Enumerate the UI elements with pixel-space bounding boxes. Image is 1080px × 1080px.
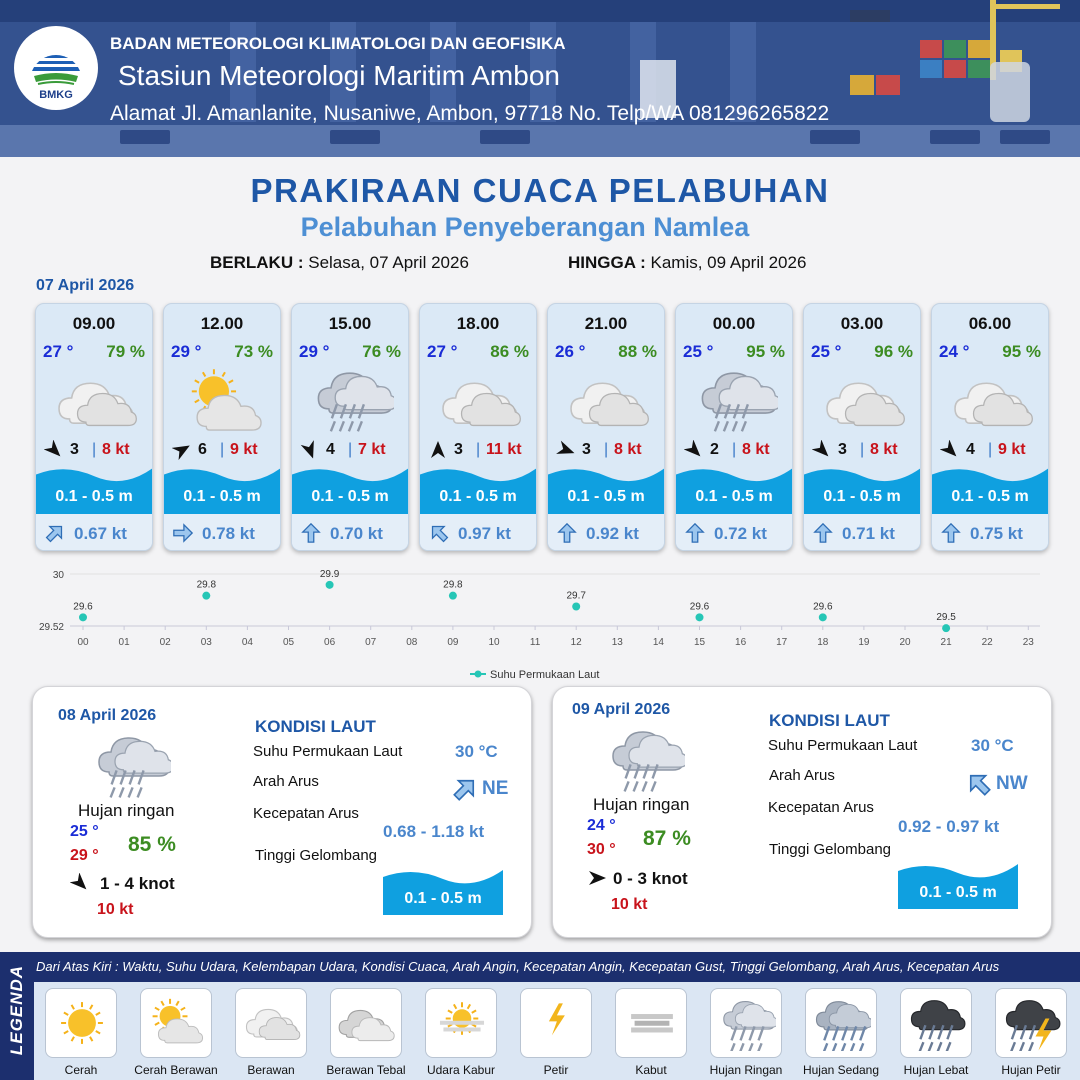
day-panel-08: [32, 686, 532, 938]
current-speed: 0.70 kt: [330, 524, 383, 543]
wind-row: [804, 440, 920, 462]
legend: [0, 952, 1080, 1080]
valid-to-value: Kamis, 09 April 2026: [650, 253, 807, 272]
wind-direction-icon: [587, 868, 609, 890]
berawan-tebal-icon: [338, 995, 396, 1051]
current-speed: 0.75 kt: [970, 524, 1023, 543]
forecast-card: [163, 303, 281, 551]
valid-to-label: HINGGA :: [568, 253, 646, 272]
current-row: [932, 514, 1048, 551]
sst-chart: [0, 560, 1080, 685]
current-direction-icon: [428, 522, 450, 544]
day-panel-09: [552, 686, 1052, 938]
x-tick-label: 13: [611, 637, 623, 648]
air-temperature: 26 °: [555, 342, 586, 361]
header-banner: [0, 0, 1080, 157]
legend-icon-box: [615, 988, 687, 1058]
air-temperature: 27 °: [43, 342, 74, 361]
x-tick-label: 01: [118, 637, 130, 648]
station-address: Alamat Jl. Amanlanite, Nusaniwe, Ambon, 97718 No. Telp/WA 081296265822: [110, 102, 830, 125]
air-temperature: 29 °: [171, 342, 202, 361]
sst-point: [79, 613, 87, 621]
gust-speed: 8 kt: [870, 441, 898, 458]
wind-speed: 3: [454, 441, 463, 458]
x-tick-label: 00: [77, 637, 89, 648]
weather-berawan-icon: [54, 364, 138, 436]
legend-label: Hujan Ringan: [709, 1063, 783, 1077]
x-tick-label: 07: [365, 637, 377, 648]
humidity: 85 %: [128, 833, 176, 856]
wind-speed-range: 0 - 3 knot: [613, 869, 688, 888]
current-row: [676, 514, 792, 551]
wind-row: [36, 440, 152, 462]
current-row: [548, 514, 664, 551]
sst-data-label: 29.8: [443, 579, 463, 591]
sst-point: [449, 592, 457, 600]
sst-data-label: 29.9: [319, 568, 340, 580]
weather-berawan-icon: [438, 364, 522, 436]
weather-berawan-icon: [566, 364, 650, 436]
wave-height: 0.1 - 0.5 m: [311, 488, 389, 505]
wind-row: [548, 440, 664, 462]
wind-separator: |: [860, 441, 865, 458]
wave-height: 0.1 - 0.5 m: [567, 488, 645, 505]
sst-point: [326, 581, 334, 589]
weather-hujan-ringan-icon: [91, 729, 171, 803]
humidity: 79 %: [106, 342, 145, 361]
air-temperature: 27 °: [427, 342, 458, 361]
humidity: 86 %: [490, 342, 529, 361]
x-tick-label: 02: [159, 637, 171, 648]
current-direction-icon: [556, 522, 578, 544]
cerah-icon: [53, 995, 111, 1051]
min-temperature: 24 °: [587, 817, 616, 834]
legend-icon-box: [425, 988, 497, 1058]
current-direction-icon: [300, 522, 322, 544]
legend-icon-box: [710, 988, 782, 1058]
wave-height: 0.1 - 0.5 m: [823, 488, 901, 505]
hujan-sedang-icon: [813, 995, 871, 1051]
wave-height: 0.1 - 0.5 m: [55, 488, 133, 505]
day1-date: 07 April 2026: [36, 277, 135, 294]
forecast-hour: 18.00: [456, 314, 500, 333]
air-temperature: 25 °: [811, 342, 842, 361]
x-tick-label: 06: [324, 637, 336, 648]
legend-icon-box: [995, 988, 1067, 1058]
sst-label: Suhu Permukaan Laut: [768, 737, 918, 754]
gust-speed: 7 kt: [358, 441, 386, 458]
current-row: [804, 514, 920, 551]
forecast-hour: 12.00: [200, 314, 244, 333]
page-title: PRAKIRAAN CUACA PELABUHAN: [250, 172, 830, 209]
legend-band: [0, 952, 34, 1080]
wind-separator: |: [92, 441, 97, 458]
wind-speed: 6: [198, 441, 207, 458]
wave-label: Tinggi Gelombang: [769, 841, 892, 858]
wind-direction-icon: [172, 440, 192, 460]
hujan-ringan-icon: [718, 995, 776, 1051]
air-temperature: 24 °: [939, 342, 970, 361]
current-direction-icon: [451, 775, 479, 803]
berawan-icon: [243, 995, 301, 1051]
forecast-card: [931, 303, 1049, 551]
wind-separator: |: [220, 441, 225, 458]
weather-condition: Hujan ringan: [593, 795, 690, 814]
humidity: 87 %: [643, 827, 691, 850]
weather-cerah-berawan-icon: [182, 364, 266, 436]
sst-label: Suhu Permukaan Laut: [253, 743, 403, 760]
hourly-forecast: [0, 303, 1080, 551]
station-name: Stasiun Meteorologi Maritim Ambon: [118, 60, 560, 91]
wave-height: 0.1 - 0.5 m: [183, 488, 261, 505]
legend-description: Dari Atas Kiri : Waktu, Suhu Udara, Kelembapan Udara, Kondisi Cuaca, Arah Angin, Kecepatan Angin, Kecepatan Gust, Tinggi Gelombang, Arah Arus, Kecepatan Arus: [36, 959, 1000, 974]
x-tick-label: 09: [447, 637, 459, 648]
valid-to: [568, 253, 806, 273]
wind-row: [420, 440, 536, 462]
x-tick-label: 15: [693, 637, 706, 648]
wave-label: Tinggi Gelombang: [255, 847, 378, 864]
sea-condition-heading: KONDISI LAUT: [255, 717, 376, 736]
wind-separator: |: [988, 441, 993, 458]
legend-label: Udara Kabur: [426, 1063, 496, 1077]
sst-chart-svg: [0, 560, 1080, 685]
wind-direction-icon: [70, 873, 92, 895]
x-tick-label: 22: [981, 637, 993, 648]
forecast-card: [419, 303, 537, 551]
x-tick-label: 12: [570, 637, 582, 648]
current-direction-icon: [940, 522, 962, 544]
sst-point: [942, 624, 950, 632]
wind-speed: 4: [326, 441, 335, 458]
current-speed-range: 0.92 - 0.97 kt: [898, 817, 1000, 836]
gust-speed: 9 kt: [998, 441, 1026, 458]
gust-speed: 8 kt: [614, 441, 642, 458]
humidity: 96 %: [874, 342, 913, 361]
wind-speed: 3: [582, 441, 591, 458]
legend-icon-box: [520, 988, 592, 1058]
gust-speed: 11 kt: [486, 441, 522, 458]
air-temperature: 29 °: [299, 342, 330, 361]
legend-title: LEGENDA: [7, 964, 26, 1056]
current-row: [36, 514, 152, 551]
wind-row: [164, 440, 280, 462]
sst-value: 30 °C: [971, 736, 1014, 755]
legend-label: Kabut: [635, 1063, 667, 1077]
current-direction: NE: [482, 778, 509, 799]
current-direction: NW: [996, 773, 1028, 794]
gust-speed: 10 kt: [97, 901, 134, 918]
humidity: 73 %: [234, 342, 273, 361]
x-tick-label: 11: [529, 637, 541, 648]
current-direction-icon: [44, 522, 66, 544]
panel-date: 09 April 2026: [572, 701, 671, 718]
wind-row: [676, 440, 792, 462]
humidity: 95 %: [1002, 342, 1041, 361]
current-speed: 0.71 kt: [842, 524, 895, 543]
wind-direction-icon: [428, 440, 448, 460]
legend-label: Berawan: [247, 1063, 295, 1077]
legend-icon-box: [330, 988, 402, 1058]
forecast-card: [547, 303, 665, 551]
gust-speed: 10 kt: [611, 896, 648, 913]
x-tick-label: 14: [652, 637, 664, 648]
wind-row: [292, 440, 408, 462]
hujan-lebat-icon: [908, 995, 966, 1051]
y-tick-label: 30: [52, 570, 64, 581]
x-tick-label: 19: [858, 637, 870, 648]
udara-kabur-icon: [433, 995, 491, 1051]
current-row: [420, 514, 536, 551]
gust-speed: 8 kt: [742, 441, 770, 458]
wind-speed: 3: [838, 441, 847, 458]
sst-data-label: 29.8: [196, 579, 217, 591]
y-tick-label: 29.52: [38, 622, 64, 633]
sst-data-label: 29.5: [936, 612, 956, 624]
wind-direction-icon: [44, 440, 64, 460]
wind-speed: 3: [70, 441, 79, 458]
max-temperature: 29 °: [70, 847, 99, 864]
current-speed: 0.78 kt: [202, 524, 255, 543]
sst-data-label: 29.6: [689, 601, 710, 613]
legend-icon-box: [140, 988, 212, 1058]
cerah-berawan-icon: [148, 995, 206, 1051]
legend-icon-box: [45, 988, 117, 1058]
x-tick-label: 23: [1022, 637, 1034, 648]
legend-label: Hujan Lebat: [903, 1063, 969, 1077]
sst-point: [202, 592, 210, 600]
weather-hujan-ringan-icon: [694, 364, 778, 436]
x-tick-label: 20: [899, 637, 911, 648]
legend-label: Hujan Petir: [1001, 1063, 1061, 1077]
forecast-card: [291, 303, 409, 551]
sst-data-label: 29.6: [73, 601, 93, 613]
wind-direction-icon: [812, 440, 832, 460]
petir-icon: [528, 995, 586, 1051]
forecast-hour: 06.00: [968, 314, 1012, 333]
hujan-petir-icon: [1003, 995, 1061, 1051]
legend-swatch-point: [475, 671, 482, 678]
current-direction-label: Arah Arus: [769, 767, 835, 784]
wind-separator: |: [476, 441, 481, 458]
weather-condition: Hujan ringan: [78, 801, 175, 820]
organization-name: BADAN METEOROLOGI KLIMATOLOGI DAN GEOFISIKA: [110, 34, 566, 53]
forecast-card: [803, 303, 921, 551]
x-tick-label: 10: [488, 637, 500, 648]
weather-berawan-icon: [950, 364, 1034, 436]
wave-height: 0.1 - 0.5 m: [695, 488, 773, 505]
current-speed-label: Kecepatan Arus: [253, 805, 359, 822]
current-row: [292, 514, 408, 551]
x-tick-label: 05: [282, 637, 295, 648]
weather-hujan-ringan-icon: [605, 723, 685, 797]
air-temperature: 25 °: [683, 342, 714, 361]
wind-direction-icon: [556, 440, 576, 460]
sea-condition-heading: KONDISI LAUT: [769, 711, 890, 730]
wave-height: 0.1 - 0.5 m: [439, 488, 517, 505]
x-tick-label: 21: [940, 637, 952, 648]
wind-direction-icon: [300, 440, 320, 460]
wind-speed-range: 1 - 4 knot: [100, 874, 175, 893]
valid-from-label: BERLAKU :: [210, 253, 304, 272]
wind-separator: |: [604, 441, 609, 458]
current-speed: 0.67 kt: [74, 524, 127, 543]
sst-point: [696, 613, 704, 621]
wind-speed: 4: [966, 441, 975, 458]
forecast-hour: 15.00: [328, 314, 372, 333]
legend-icon-box: [805, 988, 877, 1058]
current-speed: 0.97 kt: [458, 524, 511, 543]
forecast-card: [35, 303, 153, 551]
wind-direction-icon: [940, 440, 960, 460]
humidity: 95 %: [746, 342, 785, 361]
panel-date: 08 April 2026: [58, 707, 157, 724]
wind-separator: |: [348, 441, 353, 458]
sst-data-label: 29.7: [566, 590, 586, 602]
wind-direction-icon: [684, 440, 704, 460]
legend-label: Berawan Tebal: [326, 1063, 406, 1077]
sst-data-label: 29.6: [813, 601, 833, 613]
wind-separator: |: [732, 441, 737, 458]
current-direction-icon: [684, 522, 706, 544]
valid-from: [210, 253, 469, 273]
logo-text: BMKG: [39, 89, 73, 101]
current-direction-icon: [965, 770, 993, 798]
legend-series-name: Suhu Permukaan Laut: [490, 669, 600, 681]
legend-label: Cerah: [64, 1063, 98, 1077]
current-direction-icon: [812, 522, 834, 544]
weather-hujan-ringan-icon: [310, 364, 394, 436]
weather-berawan-icon: [822, 364, 906, 436]
x-tick-label: 03: [200, 637, 212, 648]
current-direction-label: Arah Arus: [253, 773, 319, 790]
current-speed: 0.72 kt: [714, 524, 767, 543]
sst-value: 30 °C: [455, 742, 498, 761]
valid-from-value: Selasa, 07 April 2026: [308, 253, 469, 272]
wave-height: 0.1 - 0.5 m: [951, 488, 1029, 505]
current-row: [164, 514, 280, 551]
legend-label: Petir: [543, 1063, 569, 1077]
sst-point: [572, 603, 580, 611]
bmkg-logo: [14, 26, 98, 110]
x-tick-label: 16: [735, 637, 747, 648]
x-tick-label: 04: [241, 637, 253, 648]
forecast-hour: 00.00: [712, 314, 756, 333]
gust-speed: 8 kt: [102, 441, 130, 458]
kabut-icon: [623, 995, 681, 1051]
current-direction-icon: [172, 522, 194, 544]
humidity: 76 %: [362, 342, 401, 361]
legend-label: Hujan Sedang: [802, 1063, 880, 1077]
legend-icon-box: [235, 988, 307, 1058]
x-tick-label: 18: [817, 637, 829, 648]
max-temperature: 30 °: [587, 841, 616, 858]
wave-height: 0.1 - 0.5 m: [919, 884, 997, 901]
forecast-hour: 09.00: [72, 314, 116, 333]
current-speed-range: 0.68 - 1.18 kt: [383, 822, 485, 841]
forecast-hour: 21.00: [584, 314, 628, 333]
legend-label: Cerah Berawan: [134, 1063, 218, 1077]
wind-row: [932, 440, 1048, 462]
current-speed: 0.92 kt: [586, 524, 639, 543]
x-tick-label: 08: [406, 637, 418, 648]
x-tick-label: 17: [776, 637, 788, 648]
port-name: Pelabuhan Penyeberangan Namlea: [300, 212, 750, 242]
forecast-hour: 03.00: [840, 314, 884, 333]
current-speed-label: Kecepatan Arus: [768, 799, 874, 816]
wave-height: 0.1 - 0.5 m: [404, 890, 482, 907]
legend-icon-box: [900, 988, 972, 1058]
min-temperature: 25 °: [70, 823, 99, 840]
wind-speed: 2: [710, 441, 719, 458]
humidity: 88 %: [618, 342, 657, 361]
sst-point: [819, 613, 827, 621]
forecast-card: [675, 303, 793, 551]
gust-speed: 9 kt: [230, 441, 258, 458]
